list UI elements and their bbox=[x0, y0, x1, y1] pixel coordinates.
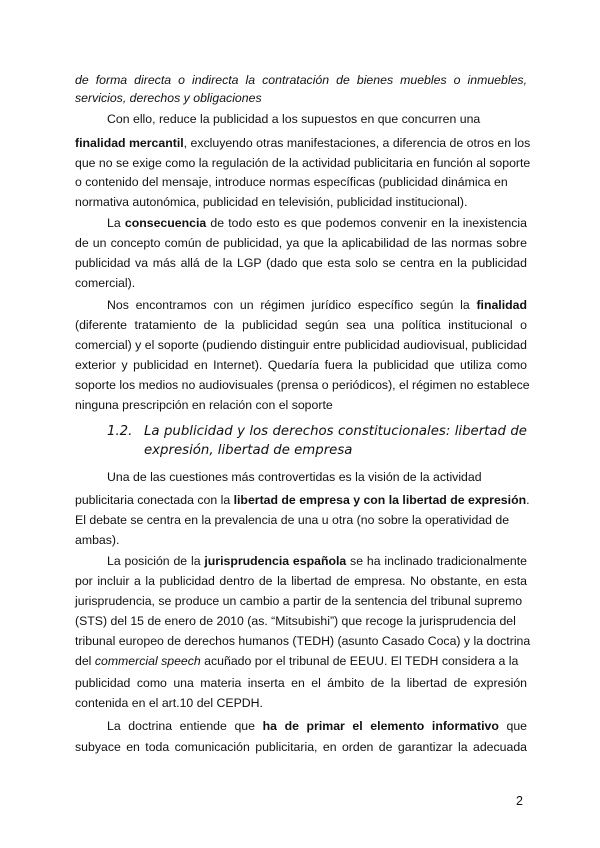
text-line bbox=[107, 297, 527, 313]
text-span: ambas). bbox=[75, 533, 120, 547]
text-span: El debate se centra en la prevalencia de una u otra (no sobre la operatividad de bbox=[75, 513, 510, 527]
bold-text: consecuencia bbox=[124, 216, 207, 230]
text-span: publicitaria conectada con la bbox=[75, 493, 234, 507]
text-span: o contenido del mensaje, introduce normas específicas (publicidad dinámica en bbox=[75, 175, 508, 189]
text-line bbox=[75, 675, 527, 691]
text-span: normativa autonómica, publicidad en televisión, publicidad institucional). bbox=[75, 195, 468, 209]
text-span: tribunal europeo de derechos humanos (TEDH) (asunto Casado Coca) y la doctrina bbox=[75, 634, 531, 648]
page-number: 2 bbox=[516, 794, 523, 808]
text-line bbox=[75, 633, 531, 649]
italic-text: servicios, derechos y obligaciones bbox=[75, 91, 262, 105]
text-line bbox=[75, 135, 531, 151]
text-line bbox=[75, 174, 527, 190]
text-span: de un concepto común de publicidad, ya que la aplicabilidad de las normas sobre bbox=[75, 236, 527, 250]
text-line bbox=[107, 469, 527, 485]
text-line bbox=[75, 337, 527, 353]
bold-text: libertad de empresa y con la libertad de expresión bbox=[233, 493, 527, 507]
text-line bbox=[75, 255, 527, 271]
text-line bbox=[107, 215, 527, 231]
text-line bbox=[75, 397, 527, 413]
text-line bbox=[75, 653, 527, 669]
text-span: Nos encontramos con un régimen jurídico específico según la bbox=[107, 298, 477, 312]
text-span: que no se exige como la regulación de la actividad publicitaria en función al soporte bbox=[75, 156, 531, 170]
text-line bbox=[75, 532, 527, 548]
text-line bbox=[75, 573, 527, 589]
text-line bbox=[75, 613, 527, 629]
bold-text: jurisprudencia española bbox=[204, 554, 347, 568]
text-line bbox=[75, 90, 527, 106]
text-line bbox=[75, 235, 527, 251]
text-line bbox=[107, 553, 527, 569]
text-span: Con ello, reduce la publicidad a los supuestos en que concurren una bbox=[107, 112, 481, 126]
text-span: que bbox=[498, 719, 528, 733]
text-line bbox=[75, 492, 530, 508]
text-line bbox=[75, 739, 527, 755]
italic-text: commercial speech bbox=[94, 654, 201, 668]
text-span: se ha inclinado tradicionalmente bbox=[346, 554, 527, 568]
text-line bbox=[75, 72, 527, 88]
text-line bbox=[75, 512, 527, 528]
text-line bbox=[75, 357, 527, 373]
text-span: , excluyendo otras manifestaciones, a diferencia de otros en los bbox=[183, 136, 531, 150]
text-span: soporte los medios no audiovisuales (prensa o periódicos), el régimen no establece bbox=[75, 378, 530, 392]
text-span: (diferente tratamiento de la publicidad según sea una política institucional o bbox=[75, 318, 527, 332]
bold-text: finalidad bbox=[476, 298, 527, 312]
text-line bbox=[75, 695, 527, 711]
text-span: La bbox=[107, 216, 125, 230]
section-heading-line-1: La publicidad y los derechos constitucionales: libertad de bbox=[144, 424, 527, 439]
text-span: acuñado por el tribunal de EEUU. El TEDH considera a la bbox=[200, 654, 519, 668]
text-line bbox=[107, 718, 527, 734]
text-line bbox=[107, 111, 527, 127]
text-line bbox=[75, 317, 527, 333]
text-span: exterior y publicidad en Internet). Quedaría fuera la publicidad que utiliza como bbox=[75, 358, 527, 372]
section-heading-line-2: expresión, libertad de empresa bbox=[144, 443, 353, 458]
text-span: ninguna prescripción en relación con el soporte bbox=[75, 398, 333, 412]
text-span: subyace en toda comunicación publicitaria, en orden de garantizar la adecuada bbox=[75, 740, 527, 754]
text-line bbox=[75, 155, 531, 171]
text-span: La posición de la bbox=[107, 554, 205, 568]
text-line bbox=[75, 377, 530, 393]
text-span: La doctrina entiende que bbox=[107, 719, 263, 733]
text-span: publicidad va más allá de la LGP (dado que esta solo se centra en la publicidad bbox=[75, 256, 527, 270]
text-span: jurisprudencia, se produce un cambio a partir de la sentencia del tribunal supremo bbox=[75, 594, 523, 608]
italic-text: de forma directa o indirecta la contratación de bienes muebles o inmuebles, bbox=[75, 73, 527, 87]
section-number: 1.2. bbox=[107, 424, 133, 439]
text-span: (STS) del 15 de enero de 2010 (as. “Mitsubishi”) que recoge la jurisprudencia del bbox=[75, 614, 516, 628]
bold-text: finalidad mercantil bbox=[75, 136, 184, 150]
bold-text: ha de primar el elemento informativo bbox=[262, 719, 499, 733]
text-span: de todo esto es que podemos convenir en la inexistencia bbox=[206, 216, 527, 230]
text-span: Una de las cuestiones más controvertidas es la visión de la actividad bbox=[107, 470, 482, 484]
text-span: contenida en el art.10 del CEPDH. bbox=[75, 696, 263, 710]
text-span: . bbox=[526, 493, 530, 507]
text-line bbox=[75, 194, 527, 210]
text-line bbox=[75, 593, 527, 609]
text-span: comercial). bbox=[75, 276, 136, 290]
text-span: por incluir a la publicidad dentro de la libertad de empresa. No obstante, en esta bbox=[75, 574, 527, 588]
text-span: comercial) y el soporte (pudiendo distinguir entre publicidad audiovisual, publicidad bbox=[75, 338, 527, 352]
text-span: del bbox=[75, 654, 95, 668]
text-line bbox=[75, 275, 527, 291]
text-span: publicidad como una materia inserta en el ámbito de la libertad de expresión bbox=[75, 676, 527, 690]
